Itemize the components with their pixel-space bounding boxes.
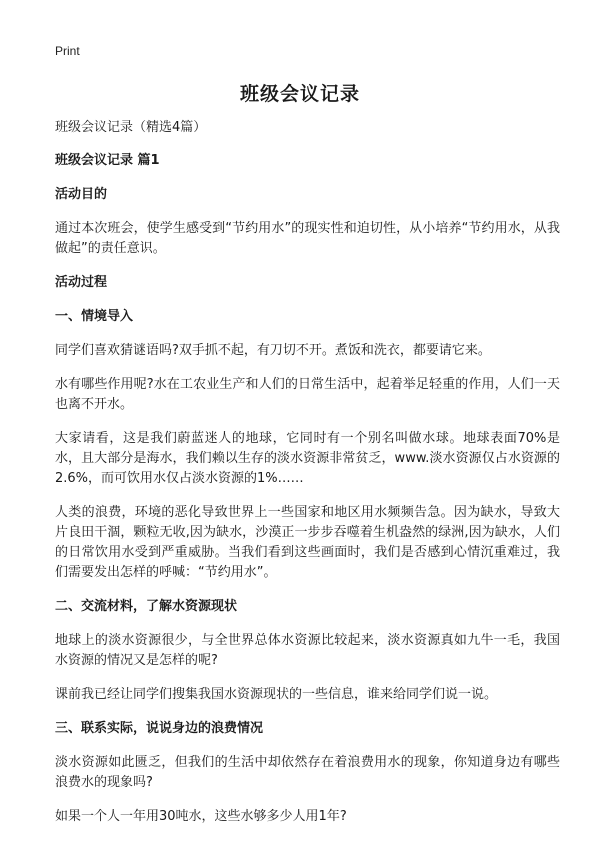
part1-paragraph-4: 人类的浪费，环境的恶化导致世界上一些国家和地区用水频频告急。因为缺水，导致大片良田干涸，颗粒无收,因为缺水，沙漠正一步步吞噬着生机盎然的绿洲,因为缺水，人们的日常饮用水受到严重威胁。当我们看到这些画面时，我们是否感到心情沉重难过，我们需要发出怎样的呼喊：“节约用水”。 [55,505,560,580]
part2-paragraph-2: 课前我已经让同学们搜集我国水资源现状的一些信息，谁来给同学们说一说。 [55,687,498,702]
purpose-paragraph: 通过本次班会，使学生感受到“节约用水”的现实性和迫切性，从小培养“节约用水，从我做起”的责任意识。 [55,221,560,256]
part2-paragraph-1: 地球上的淡水资源很少，与全世界总体水资源比较起来，淡水资源真如九牛一毛，我国水资源的情况又是怎样的呢? [55,633,560,668]
print-link[interactable]: Print [55,44,80,58]
page-title: 班级会议记录 [239,83,360,105]
section-title: 班级会议记录 篇1 [55,153,160,168]
subtitle: 班级会议记录（精选4篇） [55,120,207,135]
part1-paragraph-2: 水有哪些作用呢?水在工农业生产和人们的日常生活中，起着举足轻重的作用，人们一天也离不开水。 [55,377,560,412]
part3-paragraph-1: 淡水资源如此匮乏，但我们的生活中却依然存在着浪费用水的现象，你知道身边有哪些浪费水的现象吗? [55,755,560,790]
part3-heading: 三、联系实际，说说身边的浪费情况 [55,721,264,736]
part3-paragraph-2: 如果一个人一年用30吨水，这些水够多少人用1年? [55,809,347,824]
article-body [55,118,560,841]
part2-heading: 二、交流材料，了解水资源现状 [55,599,238,614]
part1-paragraph-3: 大家请看，这是我们蔚蓝迷人的地球，它同时有一个别名叫做水球。地球表面70%是水，且大部分是海水，我们赖以生存的淡水资源非常贫乏，www.淡水资源仅占水资源的2.6%，而可饮用水仅占淡水资源的1%…… [55,431,560,486]
part1-paragraph-1: 同学们喜欢猜谜语吗?双手抓不起，有刀切不开。煮饭和洗衣，都要请它来。 [55,343,491,358]
process-heading: 活动过程 [55,275,108,290]
purpose-heading: 活动目的 [55,187,108,202]
part1-heading: 一、情境导入 [55,309,134,324]
